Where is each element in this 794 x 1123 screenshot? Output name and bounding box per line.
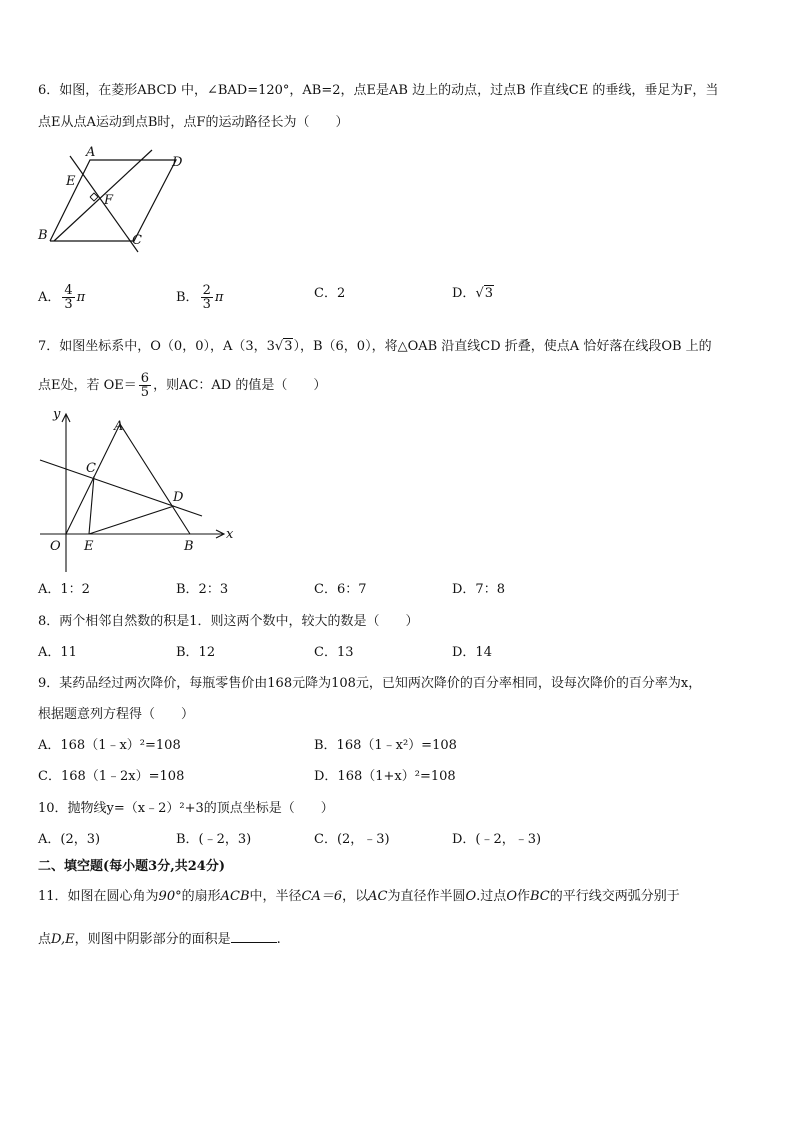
q8-option-d: D．14 bbox=[452, 645, 492, 660]
q6-option-d-sqrt: √3 bbox=[475, 286, 494, 301]
q7-label-C: C bbox=[86, 461, 96, 476]
q6-option-c: C．2 bbox=[314, 286, 346, 301]
q6-option-b: B． $\frac{2}{3}$ π bbox=[176, 283, 224, 312]
q9-option-a: A．168（1﹣x）²=108 bbox=[38, 738, 181, 753]
q7-label-x: x bbox=[226, 527, 234, 542]
q8-option-a: A．11 bbox=[38, 645, 77, 660]
q7-coordinate-diagram bbox=[34, 404, 244, 576]
q10-option-a: A．(2，3) bbox=[38, 832, 101, 847]
q10-option-c: C．(2，﹣3) bbox=[314, 832, 390, 847]
q7-label-A: A bbox=[114, 419, 124, 434]
section-title: 二、填空题(每小题3分,共24分) bbox=[38, 859, 225, 874]
q6-label-F: F bbox=[104, 193, 114, 208]
q10-option-d: D．(﹣2，﹣3) bbox=[452, 832, 542, 847]
q9-option-b: B．168（1﹣x²）=108 bbox=[314, 738, 457, 753]
q6-label-A: A bbox=[86, 145, 96, 160]
q9-option-d: D．168（1+x）²=108 bbox=[314, 769, 456, 784]
q9-line1: 9．某药品经过两次降价，每瓶零售价由168元降为108元，已知两次降价的百分率相同，设每次降价的百分率为x， bbox=[38, 676, 702, 691]
q7-line2: 点E处，若 OE＝ $\frac{6}{5}$ ，则AC：AD 的值是（ ） bbox=[38, 371, 327, 400]
q10-text: 10．抛物线y=（x﹣2）²+3的顶点坐标是（ ） bbox=[38, 801, 334, 816]
q6-label-B: B bbox=[38, 228, 48, 243]
q6-option-a-fraction: $\frac{4}{3}$ bbox=[64, 283, 73, 312]
q6-rhombus-diagram bbox=[34, 144, 194, 256]
q8-option-c: C．13 bbox=[314, 645, 354, 660]
q11-line1: 11．如图在圆心角为90°的扇形ACB中，半径CA＝6，以AC为直径作半圆O.过点O作BC的平行线交两弧分别于 bbox=[38, 889, 680, 904]
q6-line1: 6．如图，在菱形ABCD 中，∠BAD=120°，AB=2，点E是AB 边上的动点，过点B 作直线CE 的垂线，垂足为F，当 bbox=[38, 83, 719, 98]
q7-option-d: D．7：8 bbox=[452, 582, 505, 597]
q6-label-E: E bbox=[66, 174, 76, 189]
q6-line2: 点E从点A运动到点B时，点F的运动路径长为（ ） bbox=[38, 115, 349, 130]
q7-line1: 7．如图坐标系中，O（0，0），A（3，3√3），B（6，0），将△OAB 沿直线CD 折叠，使点A 恰好落在线段OB 上的 bbox=[38, 339, 712, 354]
q6-label-C: C bbox=[132, 233, 142, 248]
q6-option-a: A． $\frac{4}{3}$ π bbox=[38, 283, 86, 312]
q8-option-b: B．12 bbox=[176, 645, 216, 660]
q11-line2: 点D,E，则图中阴影部分的面积是 . bbox=[38, 932, 281, 947]
q7-label-D: D bbox=[173, 490, 184, 505]
answer-blank[interactable] bbox=[231, 930, 277, 943]
q7-sqrt: √3 bbox=[274, 339, 293, 354]
q6-option-b-fraction: $\frac{2}{3}$ bbox=[202, 283, 211, 312]
q6-option-d: D．√3 bbox=[452, 286, 494, 301]
q7-option-b: B．2：3 bbox=[176, 582, 229, 597]
q7-fraction: $\frac{6}{5}$ bbox=[140, 371, 150, 400]
q9-line2: 根据题意列方程得（ ） bbox=[38, 707, 195, 722]
q7-label-B: B bbox=[184, 539, 194, 554]
q7-label-O: O bbox=[50, 539, 61, 554]
q9-option-c: C．168（1﹣2x）=108 bbox=[38, 769, 185, 784]
q7-option-a: A．1：2 bbox=[38, 582, 90, 597]
q7-label-E: E bbox=[84, 539, 94, 554]
q8-text: 8．两个相邻自然数的积是1．则这两个数中，较大的数是（ ） bbox=[38, 614, 419, 629]
q6-label-D: D bbox=[172, 155, 183, 170]
q7-option-c: C．6：7 bbox=[314, 582, 367, 597]
q10-option-b: B．(﹣2，3) bbox=[176, 832, 252, 847]
q7-label-y: y bbox=[53, 407, 61, 422]
